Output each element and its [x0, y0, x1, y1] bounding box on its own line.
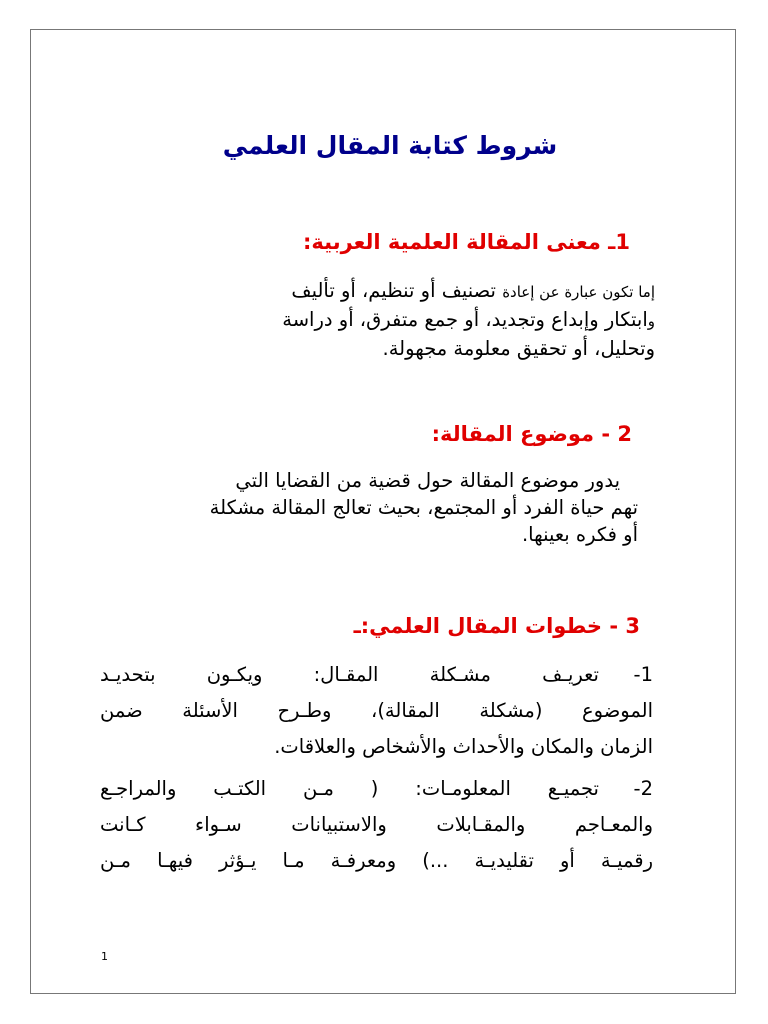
list-item-number: 1-: [633, 663, 653, 686]
paragraph-line: تهم حياة الفرد أو المجتمع، بحيث تعالج المقالة مشكلة: [209, 496, 638, 519]
section-2-paragraph: [104, 467, 638, 548]
document-title: شروط كتابة المقال العلمي: [222, 131, 558, 160]
list-item-line: الموضوع (مشكلة المقالة)، وطـرح الأسئلة ضمن: [100, 699, 653, 722]
list-item: [100, 657, 653, 765]
paragraph-line: وتحليل، أو تحقيق معلومة مجهولة.: [382, 337, 655, 360]
list-item-line: والمعـاجم والمقـابلات والاستبيانات سـواء كـانت: [100, 813, 653, 836]
section-heading-2: 2 - موضوع المقالة:: [431, 422, 632, 446]
list-item-line: رقميـة أو تقليديـة ...) ومعرفـة مـا يـؤثر فيهـا مـن: [100, 849, 653, 872]
list-item-number: 2-: [633, 777, 653, 800]
list-item-line: 2-تجميـع المعلومـات: ( مـن الكتـب والمراجـع: [100, 771, 653, 807]
section-heading-3: 3 - خطوات المقال العلمي:ـ: [353, 614, 640, 638]
list-item-line: 1-تعريـف مشـكلة المقـال: ويكـون بتحديـد: [100, 657, 653, 693]
section-heading-1: 1ـ معنى المقالة العلمية العربية:: [303, 230, 630, 254]
list-item-line: الزمان والمكان والأحداث والأشخاص والعلاقات.: [274, 735, 653, 758]
paragraph-line: أو فكره بعينها.: [521, 523, 638, 546]
paragraph-line: وابتكار وإبداع وتجديد، أو جمع متفرق، أو دراسة: [282, 308, 655, 331]
list-item: [100, 771, 653, 879]
section-1-paragraph: [110, 277, 655, 362]
paragraph-line: يدور موضوع المقالة حول قضية من القضايا التي: [235, 469, 620, 492]
page-number: 1: [101, 950, 108, 963]
paragraph-line: إما تكون عبارة عن إعادة تصنيف أو تنظيم، أو تأليف: [291, 279, 655, 302]
